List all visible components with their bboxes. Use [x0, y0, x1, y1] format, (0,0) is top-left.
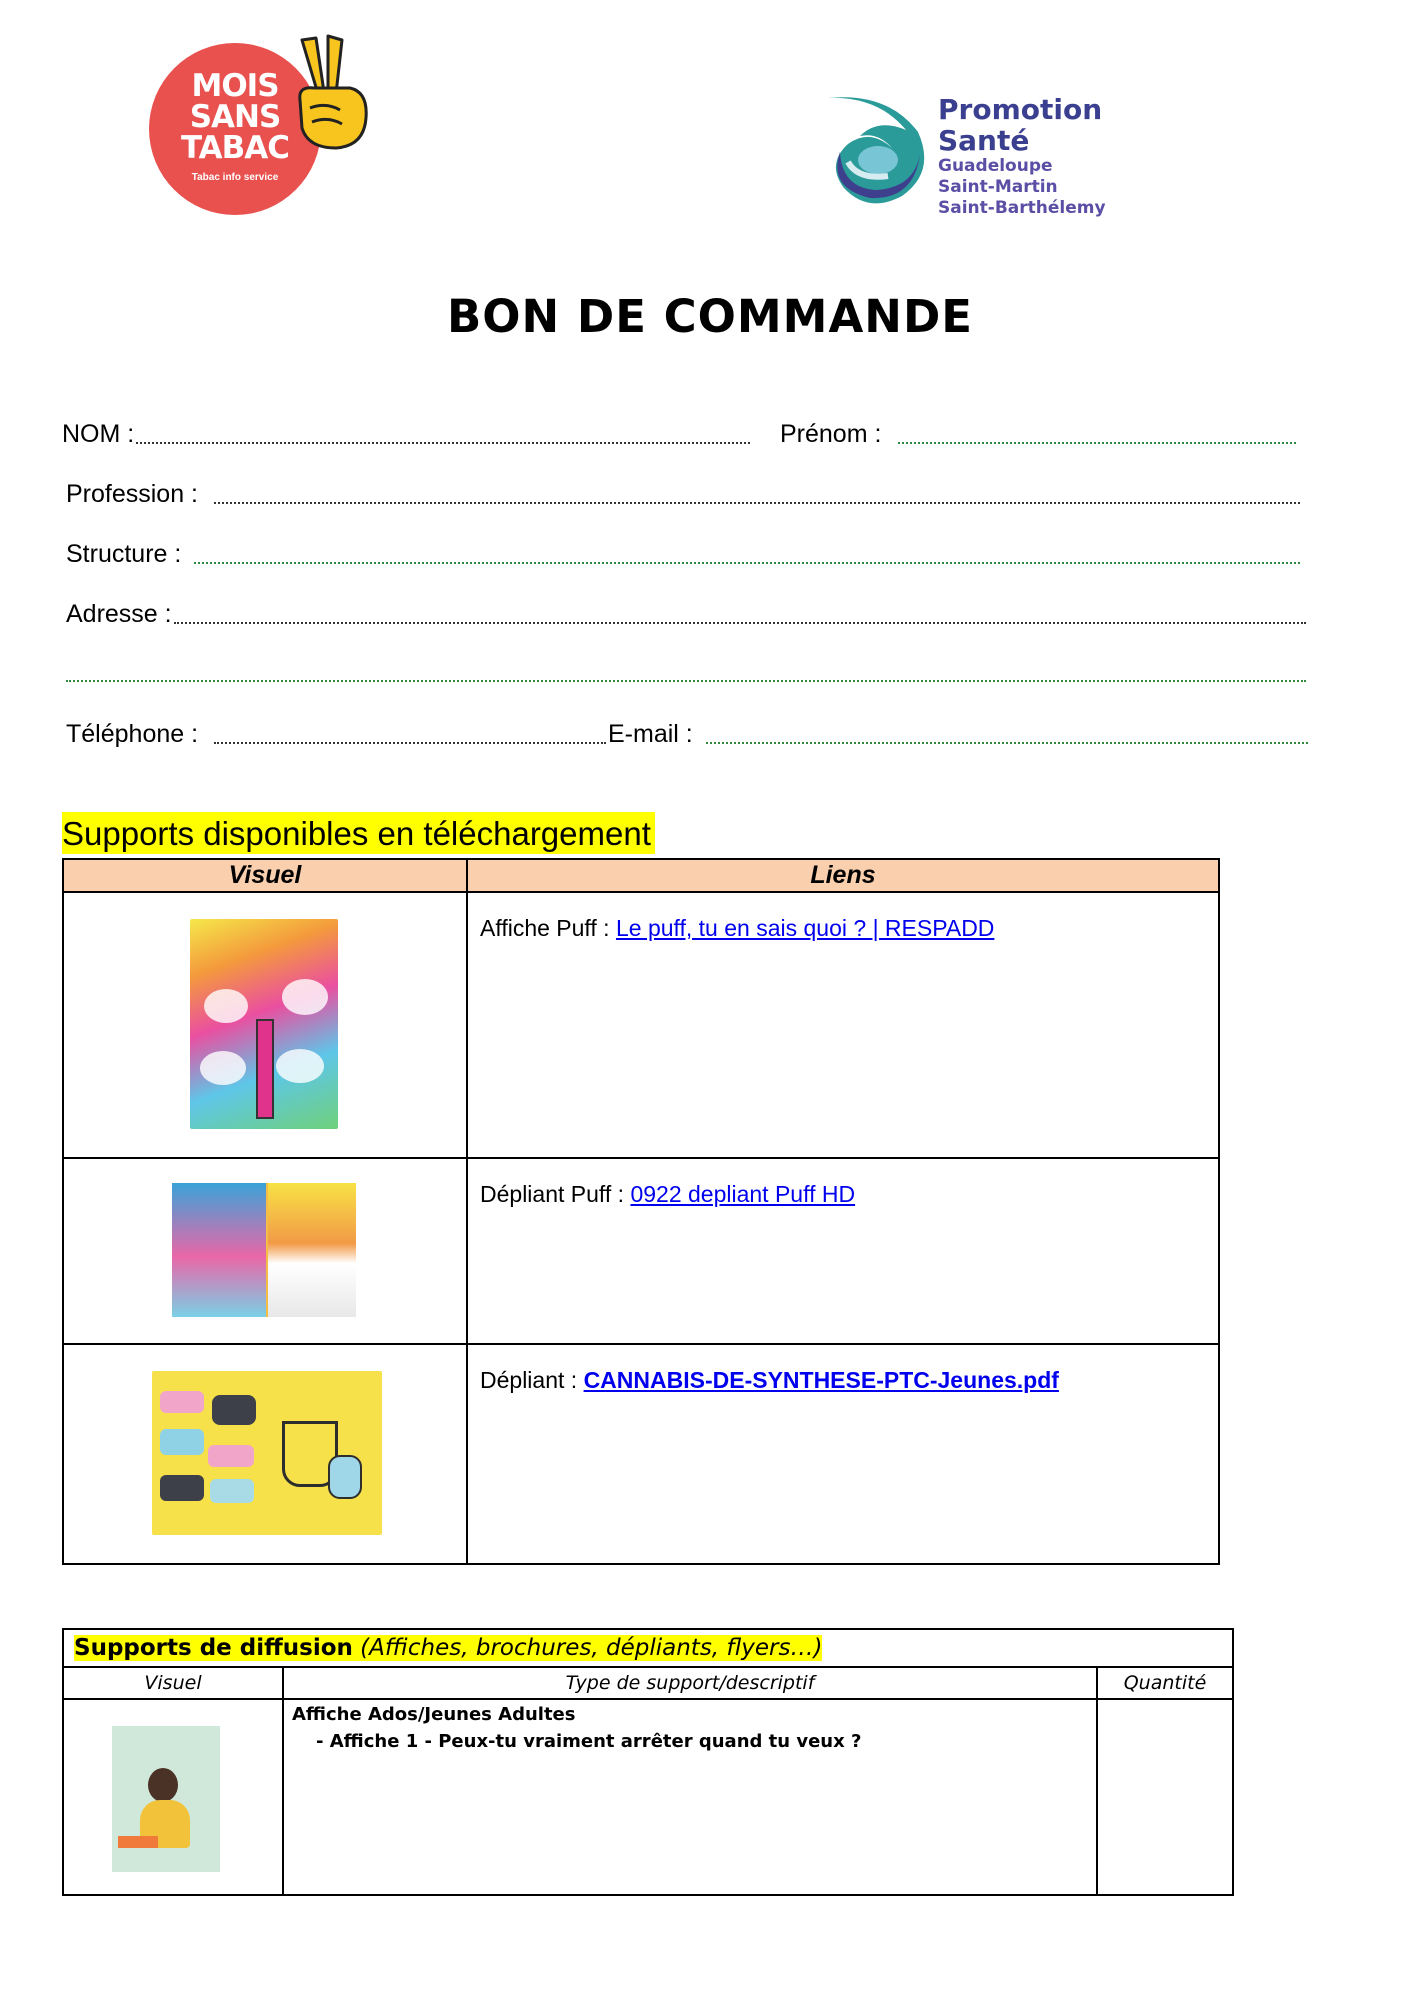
- column-header-type: Type de support/descriptif: [283, 1667, 1097, 1699]
- table-row: [63, 1699, 1233, 1895]
- quantity-input-cell[interactable]: [1097, 1699, 1233, 1895]
- diffusion-heading-bold: Supports de diffusion: [74, 1635, 353, 1661]
- table-row: [63, 1344, 1219, 1564]
- column-header-links: Liens: [467, 859, 1219, 892]
- table-header-row: [63, 1667, 1233, 1699]
- download-link[interactable]: CANNABIS-DE-SYNTHESE-PTC-Jeunes.pdf: [583, 1367, 1059, 1393]
- column-header-visual: Visuel: [63, 1667, 283, 1699]
- link-cell: [467, 1344, 1219, 1564]
- support-item: - Affiche 1 - Peux-tu vraiment arrêter quand tu veux ?: [316, 1731, 862, 1752]
- logo-title: Santé: [938, 124, 1030, 157]
- table-title-row: [63, 1629, 1233, 1667]
- table-header-row: [63, 859, 1219, 892]
- logo-region: Saint-Barthélemy: [938, 198, 1106, 218]
- adresse-label: Adresse :: [66, 600, 172, 628]
- logo-text-line: TABAC: [180, 130, 290, 166]
- telephone-field[interactable]: [214, 742, 606, 744]
- link-cell: [467, 892, 1219, 1158]
- cannabis-leaflet-thumbnail: [152, 1371, 382, 1535]
- download-link[interactable]: 0922 depliant Puff HD: [630, 1181, 856, 1207]
- email-label: E-mail :: [608, 720, 693, 748]
- affiche-ados-thumbnail: [112, 1726, 220, 1872]
- telephone-label: Téléphone :: [66, 720, 199, 748]
- diffusion-section-heading: [63, 1629, 1233, 1667]
- diffusion-heading-italic: (Affiches, brochures, dépliants, flyers…): [352, 1635, 823, 1661]
- puff-poster-thumbnail: [190, 919, 338, 1129]
- column-header-visual: Visuel: [63, 859, 467, 892]
- peace-hand-icon: [280, 30, 375, 160]
- adresse-field[interactable]: [174, 622, 1306, 624]
- support-label: Dépliant Puff :: [480, 1181, 631, 1207]
- promotion-sante-logo: [938, 94, 1106, 219]
- table-row: [63, 1158, 1219, 1344]
- prenom-field[interactable]: [898, 442, 1296, 444]
- wave-logo-icon: [818, 92, 930, 204]
- logo-title: Promotion: [938, 93, 1103, 126]
- structure-field[interactable]: [194, 562, 1300, 564]
- nom-field[interactable]: [136, 442, 750, 444]
- logo-text-line: SANS: [189, 99, 281, 135]
- profession-field[interactable]: [214, 502, 1300, 504]
- download-table: [62, 858, 1220, 1565]
- table-row: [63, 892, 1219, 1158]
- visual-cell: [63, 892, 467, 1158]
- support-label: Dépliant :: [480, 1367, 584, 1393]
- logo-subtitle: Tabac info service: [191, 172, 279, 183]
- diffusion-table: [62, 1628, 1234, 1896]
- support-title: Affiche Ados/Jeunes Adultes: [292, 1704, 576, 1725]
- page-title: BON DE COMMANDE: [446, 290, 974, 343]
- download-section-heading: Supports disponibles en téléchargement: [62, 812, 655, 854]
- logo-region: Saint-Martin: [938, 177, 1058, 197]
- support-label: Affiche Puff :: [480, 915, 616, 941]
- visual-cell: [63, 1699, 283, 1895]
- visual-cell: [63, 1344, 467, 1564]
- prenom-label: Prénom :: [780, 420, 882, 448]
- column-header-quantity: Quantité: [1097, 1667, 1233, 1699]
- puff-leaflet-thumbnail: [172, 1183, 356, 1317]
- logo-text-line: MOIS: [191, 68, 279, 104]
- logo-region: Guadeloupe: [938, 156, 1053, 176]
- profession-label: Profession :: [66, 480, 199, 508]
- download-link[interactable]: Le puff, tu en sais quoi ? | RESPADD: [615, 915, 995, 941]
- nom-label: NOM :: [62, 420, 135, 448]
- support-description-cell: [283, 1699, 1097, 1895]
- link-cell: [467, 1158, 1219, 1344]
- email-field[interactable]: [706, 742, 1308, 744]
- structure-label: Structure :: [66, 540, 182, 568]
- adresse-field-line-2[interactable]: [66, 680, 1306, 682]
- visual-cell: [63, 1158, 467, 1344]
